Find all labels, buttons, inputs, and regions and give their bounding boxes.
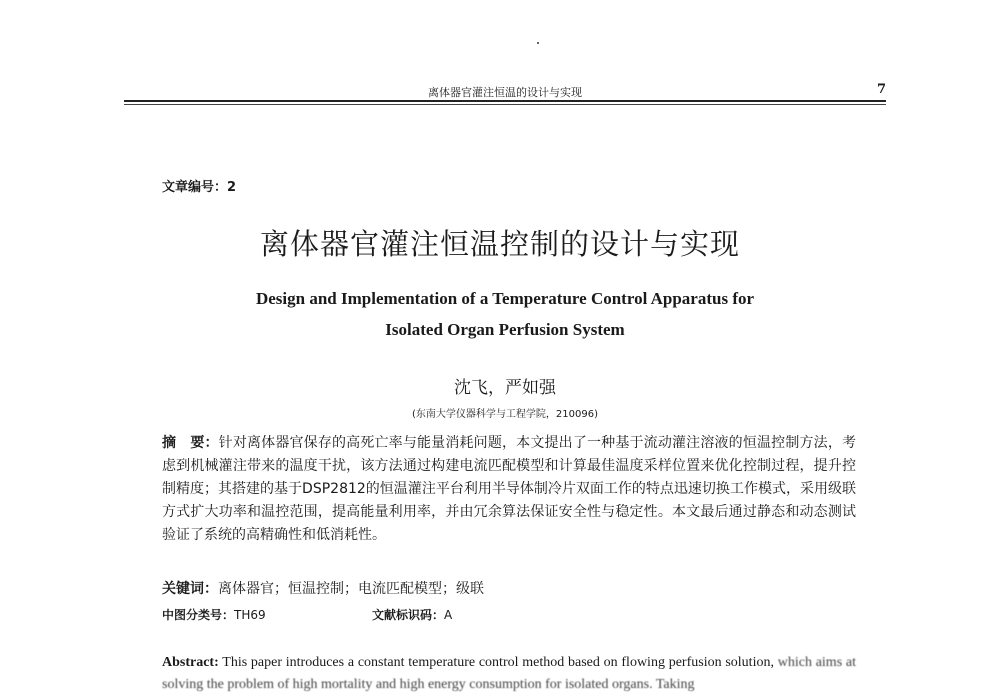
title-english-line-1: Design and Implementation of a Temperature Control Apparatus for [255, 289, 755, 308]
abstract-english-partial-line: which aims at solving the problem of high mortality and high energy consumption for isolated organs. Taking [162, 655, 857, 692]
abstract-chinese-label: 摘 要： [162, 435, 219, 451]
abstract-english-text: This paper introduces a constant temperature control method based on flowing perfusion solution, [222, 655, 774, 670]
doc-code-label: 文献标识码： [372, 608, 445, 622]
document-code [372, 606, 452, 623]
classification-line [162, 606, 453, 623]
header-rule-thick [124, 100, 886, 102]
keywords-label: 关键词： [162, 581, 218, 597]
keywords [162, 578, 484, 598]
title-english [150, 283, 860, 345]
abstract-chinese [162, 432, 856, 547]
title-english-line-2: Isolated Organ Perfusion System [385, 320, 625, 339]
clc-label: 中图分类号： [162, 608, 235, 622]
abstract-chinese-text: 针对离体器官保存的高死亡率与能量消耗问题，本文提出了一种基于流动灌注溶液的恒温控制方法，考虑到机械灌注带来的温度干扰，该方法通过构建电流匹配模型和计算最佳温度采样位置来优化控制过程，提升控制精度；其搭建的基于DSP2812的恒温灌注平台利用半导体制冷片双面工作的特点迅速切换工作模式，采用级联方式扩大功率和温控范围，提高能量利用率，并由冗余算法保证安全性与稳定性。本文最后通过静态和动态测试验证了系统的高精确性和低消耗性。 [162, 435, 857, 543]
scan-speck [537, 42, 539, 44]
title-chinese: 离体器官灌注恒温控制的设计与实现 [259, 227, 740, 261]
article-number: 文章编号：2 [162, 180, 237, 195]
keywords-text: 离体器官；恒温控制；电流匹配模型；级联 [218, 581, 484, 597]
page-number: 7 [876, 82, 886, 97]
clc-value: TH69 [234, 608, 266, 622]
running-title: 离体器官灌注恒温的设计与实现 [428, 86, 582, 99]
header-rule-thin [124, 104, 886, 105]
affiliation: (东南大学仪器科学与工程学院，210096) [412, 409, 598, 420]
authors: 沈飞，严如强 [454, 378, 556, 398]
abstract-english-label: Abstract: [162, 655, 219, 670]
abstract-english [162, 652, 856, 696]
doc-code-value: A [444, 608, 453, 622]
